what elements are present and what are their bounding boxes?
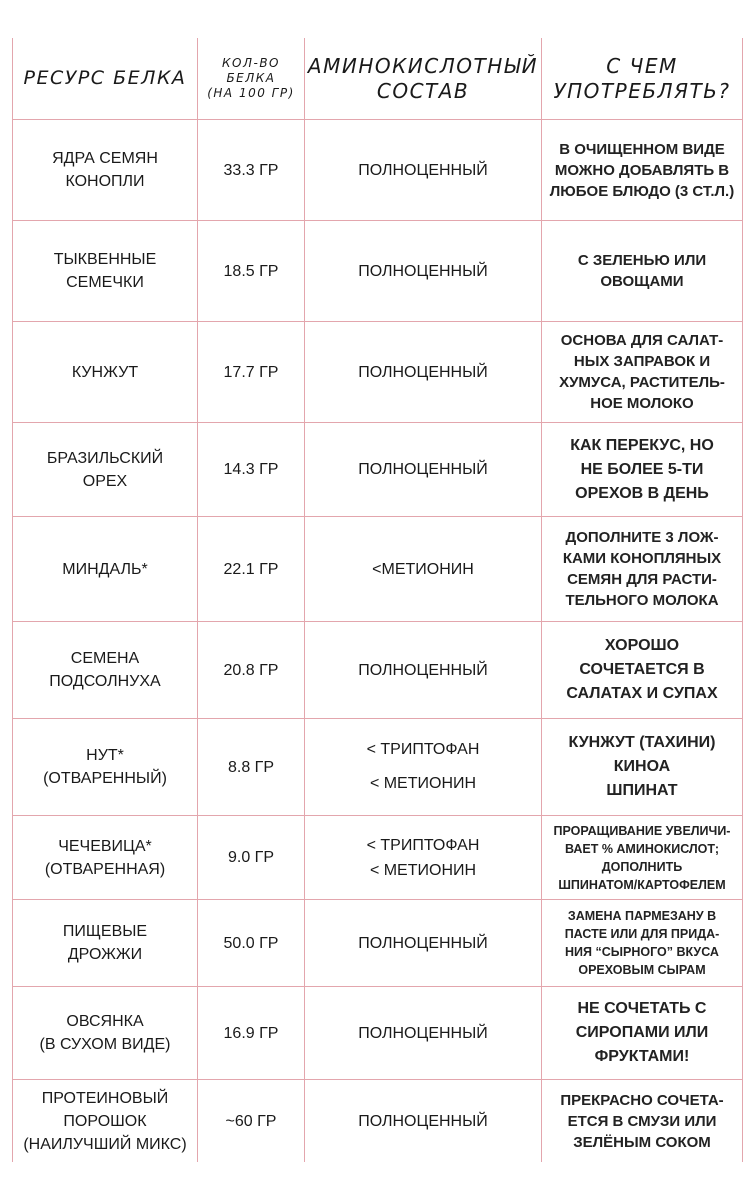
cell-use: КАК ПЕРЕКУС, НО НЕ БОЛЕЕ 5-ТИ ОРЕХОВ В ДЕНЬ (541, 423, 742, 516)
table-row (13, 816, 742, 900)
cell-amino: ПОЛНОЦЕННЫЙ (304, 622, 541, 718)
header-amount: КОЛ-ВО БЕЛКА (НА 100 ГР) (197, 38, 304, 119)
cell-use: КУНЖУТ (ТАХИНИ) КИНОА ШПИНАТ (541, 719, 742, 815)
cell-amount: 14.3 ГР (197, 423, 304, 516)
cell-source: ПРОТЕИНОВЫЙ ПОРОШОК (НАИЛУЧШИЙ МИКС) (23, 1089, 187, 1153)
cell-source: ПИЩЕВЫЕ ДРОЖЖИ (62, 923, 148, 963)
table-row (13, 517, 742, 622)
table-row (13, 987, 742, 1080)
cell-amount: 20.8 ГР (197, 622, 304, 718)
table-row (13, 322, 742, 423)
table-row (13, 1080, 742, 1162)
cell-use: ПРЕКРАСНО СОЧЕТА- ЕТСЯ В СМУЗИ ИЛИ ЗЕЛЁНЫМ СОКОМ (541, 1080, 742, 1162)
cell-use: ХОРОШО СОЧЕТАЕТСЯ В САЛАТАХ И СУПАХ (541, 622, 742, 718)
cell-use: ДОПОЛНИТЕ 3 ЛОЖ- КАМИ КОНОПЛЯНЫХ СЕМЯН ДЛЯ РАСТИ- ТЕЛЬНОГО МОЛОКА (541, 517, 742, 621)
cell-source: ОВСЯНКА (В СУХОМ ВИДЕ) (39, 1013, 171, 1053)
cell-amount: 9.0 ГР (197, 816, 304, 899)
cell-amino: <МЕТИОНИН (304, 517, 541, 621)
cell-amino: ПОЛНОЦЕННЫЙ (304, 900, 541, 986)
cell-use: ПРОРАЩИВАНИЕ УВЕЛИЧИ- ВАЕТ % АМИНОКИСЛОТ; ДОПОЛНИТЬ ШПИНАТОМ/КАРТОФЕЛЕМ (541, 816, 742, 899)
cell-source: НУТ* (ОТВАРЕННЫЙ) (43, 747, 167, 787)
protein-table (12, 38, 743, 1162)
cell-amino: ПОЛНОЦЕННЫЙ (304, 221, 541, 321)
cell-source: ЯДРА СЕМЯН КОНОПЛИ (52, 150, 158, 190)
cell-amino: ПОЛНОЦЕННЫЙ (304, 120, 541, 220)
cell-source: СЕМЕНА ПОДСОЛНУХА (49, 650, 161, 690)
cell-amount: ~60 ГР (197, 1080, 304, 1162)
cell-amount: 16.9 ГР (197, 987, 304, 1079)
header-amino: АМИНОКИСЛОТНЫЙ СОСТАВ (304, 38, 541, 119)
cell-amount: 8.8 ГР (197, 719, 304, 815)
table-row (13, 120, 742, 221)
cell-use: ЗАМЕНА ПАРМЕЗАНУ В ПАСТЕ ИЛИ ДЛЯ ПРИДА- НИЯ “СЫРНОГО” ВКУСА ОРЕХОВЫМ СЫРАМ (541, 900, 742, 986)
cell-amount: 50.0 ГР (197, 900, 304, 986)
cell-use: В ОЧИЩЕННОМ ВИДЕ МОЖНО ДОБАВЛЯТЬ В ЛЮБОЕ БЛЮДО (3 СТ.Л.) (541, 120, 742, 220)
table-row (13, 719, 742, 816)
cell-amino: < ТРИПТОФАН < МЕТИОНИН (304, 719, 541, 815)
cell-amount: 33.3 ГР (197, 120, 304, 220)
cell-source: БРАЗИЛЬСКИЙ ОРЕХ (46, 449, 164, 490)
cell-amino: ПОЛНОЦЕННЫЙ (304, 423, 541, 516)
cell-amino: ПОЛНОЦЕННЫЙ (304, 987, 541, 1079)
table-row (13, 622, 742, 719)
cell-source: ТЫКВЕННЫЕ СЕМЕЧКИ (53, 251, 157, 291)
cell-source: МИНДАЛЬ* (62, 560, 148, 578)
cell-amount: 22.1 ГР (197, 517, 304, 621)
table-row (13, 900, 742, 987)
cell-source: ЧЕЧЕВИЦА* (ОТВАРЕННАЯ) (44, 837, 166, 878)
cell-use: НЕ СОЧЕТАТЬ С СИРОПАМИ ИЛИ ФРУКТАМИ! (541, 987, 742, 1079)
cell-amount: 17.7 ГР (197, 322, 304, 422)
cell-amino: < ТРИПТОФАН < МЕТИОНИН (304, 816, 541, 899)
header-use: С ЧЕМ УПОТРЕБЛЯТЬ? (541, 38, 742, 119)
cell-use: ОСНОВА ДЛЯ САЛАТ- НЫХ ЗАПРАВОК И ХУМУСА, РАСТИТЕЛЬ- НОЕ МОЛОКО (541, 322, 742, 422)
cell-source: КУНЖУТ (71, 363, 139, 381)
cell-use: С ЗЕЛЕНЬЮ ИЛИ ОВОЩАМИ (541, 221, 742, 321)
cell-amount: 18.5 ГР (197, 221, 304, 321)
table-row (13, 423, 742, 517)
table-row (13, 221, 742, 322)
header-source: РЕСУРС БЕЛКА (23, 66, 187, 89)
table-header-row (13, 38, 742, 120)
cell-amino: ПОЛНОЦЕННЫЙ (304, 1080, 541, 1162)
cell-amino: ПОЛНОЦЕННЫЙ (304, 322, 541, 422)
